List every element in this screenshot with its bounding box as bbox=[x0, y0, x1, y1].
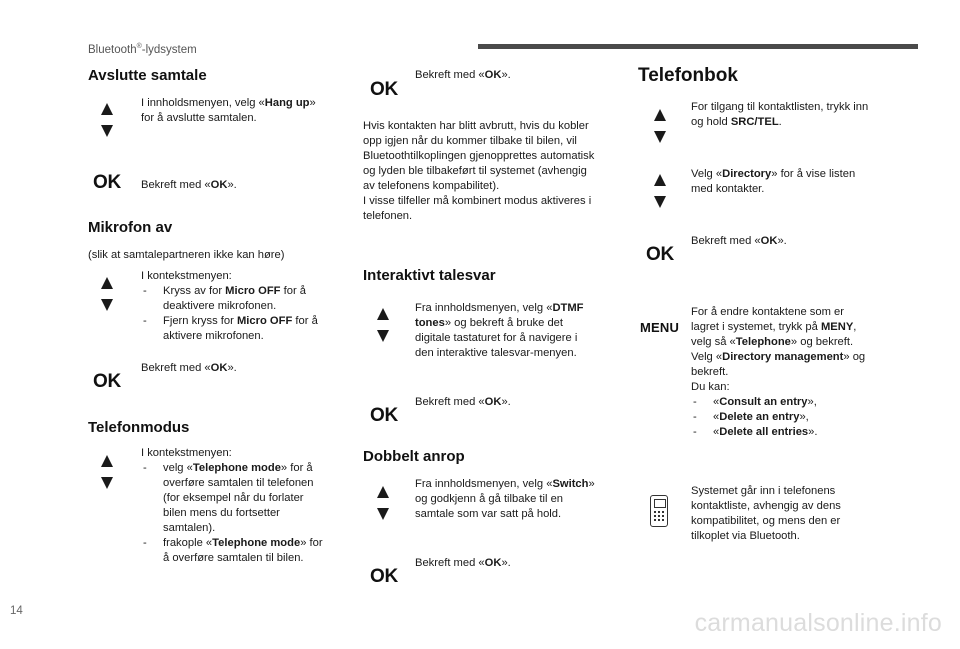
confirm-text: Bekreft med «OK». bbox=[415, 557, 511, 569]
confirm-text: Bekreft med «OK». bbox=[415, 69, 511, 81]
up-down-arrows-icon bbox=[100, 277, 114, 313]
telefonmodus-intro: I kontekstmenyen: bbox=[141, 447, 232, 459]
list-item: - Kryss av for Micro OFF for å deaktivere mikrofonen. bbox=[143, 285, 306, 312]
interaktivt-text: Fra innholdsmenyen, velg «DTMF tones» og bekreft å bruke det digitale tastaturet for å navigere i den interaktive talesvar-menyen. bbox=[415, 302, 584, 359]
list-item: - velg «Telephone mode» for å overføre samtalen til telefonen (for eksempel når du forlater bilen mens du fortsetter samtalen). bbox=[143, 462, 314, 534]
confirm-text: Bekreft med «OK». bbox=[691, 235, 787, 247]
list-item: - «Consult an entry», bbox=[693, 396, 817, 408]
confirm-text: Bekreft med «OK». bbox=[141, 362, 237, 374]
page-number: 14 bbox=[10, 605, 23, 617]
telefonmodus-list bbox=[141, 461, 323, 566]
src-tel-label: SRC/TEL bbox=[730, 116, 779, 128]
up-down-arrows-icon bbox=[376, 486, 390, 522]
ok-button-icon: OK bbox=[93, 172, 121, 193]
header-title: Bluetooth bbox=[88, 43, 137, 56]
registered-mark: ® bbox=[136, 43, 142, 50]
system-phonebook-text: Systemet går inn i telefonens kontaktliste, avhengig av dens kompatibilitet, og mens den er tilkoplet via Bluetooth. bbox=[691, 485, 841, 542]
ok-button-icon: OK bbox=[370, 405, 398, 426]
directory-management-text: For å endre kontaktene som er lagret i systemet, trykk på MENY, velg så «Telephone» og bekreft. Velg «Directory management» og bekreft. Du kan: - «Consult an entry», - «Delete an entry», - «Delete all entries». bbox=[691, 306, 866, 438]
up-down-arrows-icon bbox=[376, 308, 390, 344]
directory-text: Velg «Directory» for å vise listen med kontakter. bbox=[691, 168, 856, 195]
ok-button-icon: OK bbox=[646, 244, 674, 265]
ok-button-icon: OK bbox=[93, 371, 121, 392]
list-item: - Fjern kryss for Micro OFF for å aktivere mikrofonen. bbox=[143, 315, 318, 342]
reconnect-paragraph: Hvis kontakten har blitt avbrutt, hvis du kobler opp igjen når du kommer tilbake til bilen, vil Bluetoothtilkoplingen gjenopprettes automatisk og lyden ble tilbakeført til systemet (avhengig av telefonens kompabilitet). I visse tilfeller må kombinert modus aktiveres i telefonen. bbox=[363, 120, 595, 222]
section-title-telefonmodus: Telefonmodus bbox=[88, 419, 190, 436]
section-title-dobbelt: Dobbelt anrop bbox=[363, 448, 465, 465]
watermark: carmanualsonline.info bbox=[694, 609, 942, 637]
up-down-arrows-icon bbox=[100, 455, 114, 491]
section-title-avslutte: Avslutte samtale bbox=[88, 67, 207, 84]
ok-button-icon: OK bbox=[370, 566, 398, 587]
up-down-arrows-icon bbox=[100, 103, 114, 139]
confirm-text: Bekreft med «OK». bbox=[415, 396, 511, 408]
up-down-arrows-icon bbox=[653, 109, 667, 145]
header-bar bbox=[478, 44, 918, 49]
list-item: - «Delete all entries». bbox=[693, 426, 818, 438]
menu-button-icon: MENU bbox=[640, 320, 680, 335]
up-down-arrows-icon bbox=[653, 174, 667, 210]
mobile-phone-icon bbox=[650, 495, 668, 527]
mikrofon-note: (slik at samtalepartneren ikke kan høre) bbox=[88, 249, 285, 261]
mikrofon-intro: I kontekstmenyen: bbox=[141, 270, 232, 282]
hang-up-label: Hang up bbox=[264, 97, 310, 109]
list-item: - frakople «Telephone mode» for å overføre samtalen til bilen. bbox=[143, 537, 323, 564]
mikrofon-list bbox=[141, 284, 318, 344]
section-title-interaktivt: Interaktivt talesvar bbox=[363, 267, 496, 284]
telefonbok-access-text: For tilgang til kontaktlisten, trykk inn og hold SRC/TEL. bbox=[691, 101, 869, 128]
section-title-telefonbok: Telefonbok bbox=[638, 65, 738, 86]
running-header bbox=[88, 39, 197, 58]
header-title-suffix: -lydsystem bbox=[141, 43, 197, 56]
ok-button-icon: OK bbox=[370, 79, 398, 100]
arrow-up-icon bbox=[101, 103, 113, 115]
avslutte-text: I innholdsmenyen, velg «Hang up» for å avslutte samtalen. bbox=[141, 97, 316, 124]
list-item: - «Delete an entry», bbox=[693, 411, 809, 423]
confirm-text: Bekreft med «OK». bbox=[141, 179, 237, 191]
section-title-mikrofon: Mikrofon av bbox=[88, 219, 173, 236]
arrow-down-icon bbox=[101, 125, 113, 137]
dobbelt-text: Fra innholdsmenyen, velg «Switch» og godkjenn å gå tilbake til en samtale som var satt på hold. bbox=[415, 478, 595, 520]
